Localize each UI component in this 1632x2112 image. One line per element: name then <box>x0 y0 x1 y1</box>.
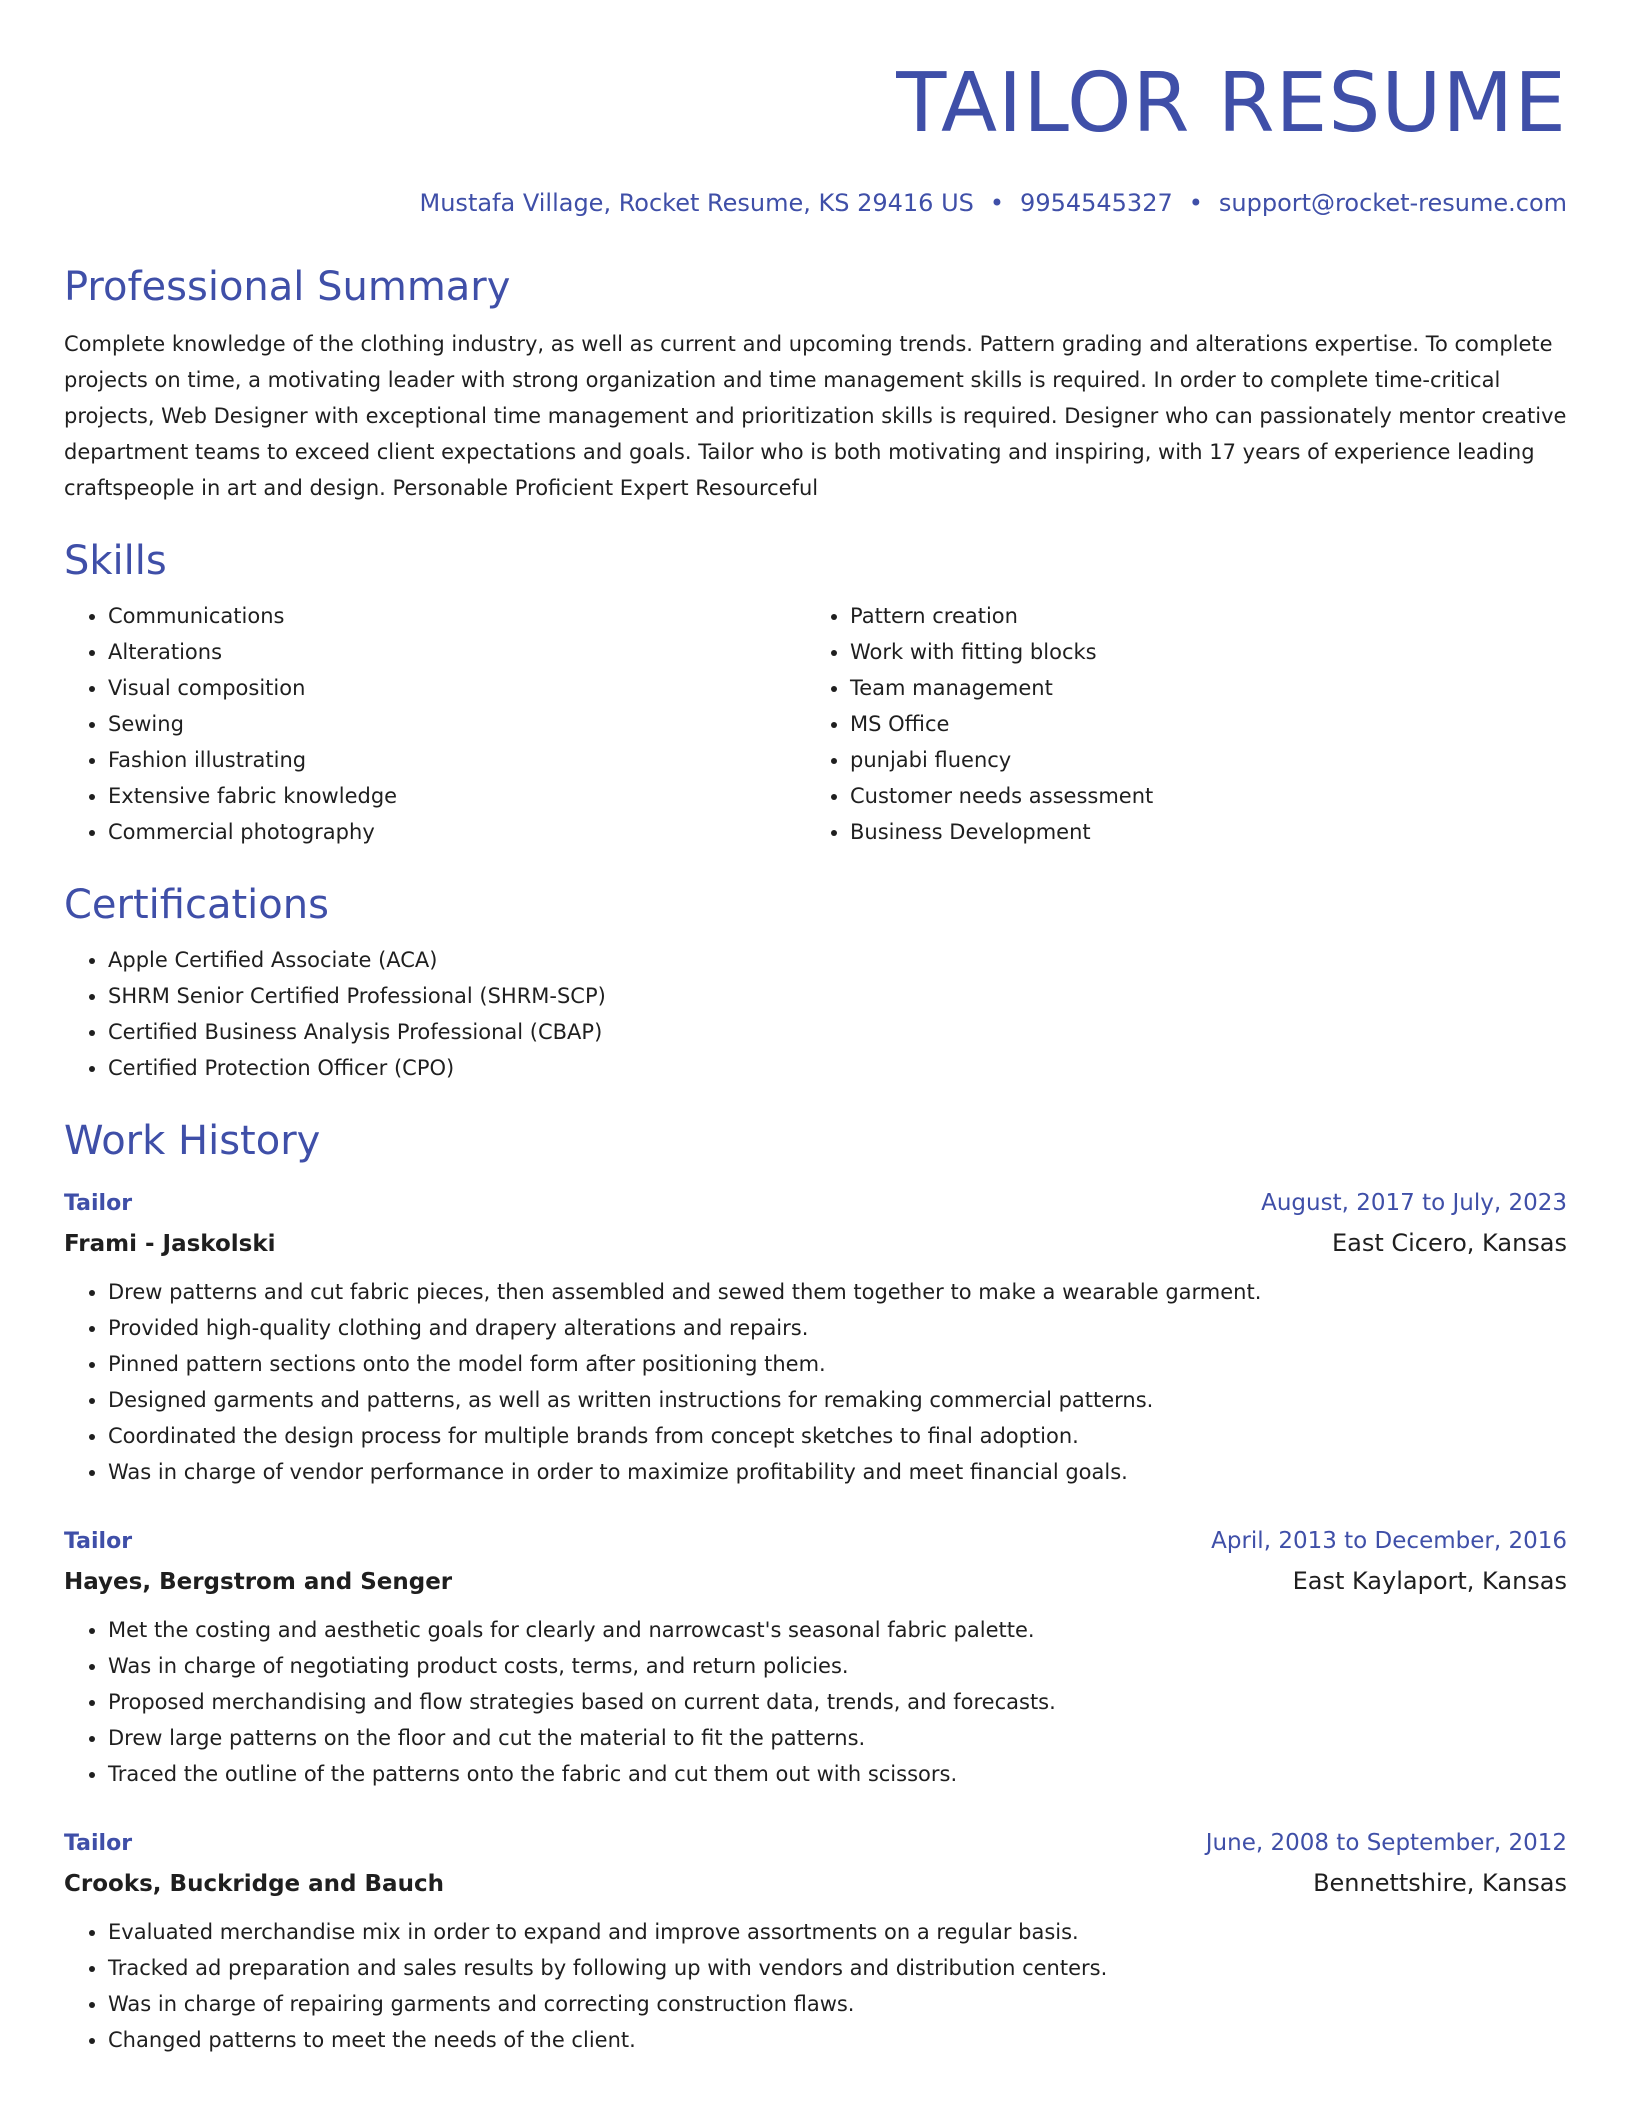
list-item: • SHRM Senior Certified Professional (SHRM-SCP) <box>108 978 1567 1014</box>
skills-column-right <box>806 598 1548 850</box>
resume-page <box>64 0 1567 2058</box>
list-item: • Apple Certified Associate (ACA) <box>108 942 1567 978</box>
contact-separator: • <box>1188 189 1203 217</box>
list-item: • Communications <box>108 598 806 634</box>
list-item: • Tracked ad preparation and sales results by following up with vendors and distribution centers. <box>108 1950 1567 1986</box>
job-company-row <box>64 1223 1567 1264</box>
skills-column-left <box>64 598 806 850</box>
job-company: Hayes, Bergstrom and Senger <box>64 1569 453 1595</box>
job-dates: August, 2017 to July, 2023 <box>1261 1190 1567 1216</box>
list-item: • Customer needs assessment <box>850 778 1548 814</box>
list-item: • Coordinated the design process for multiple brands from concept sketches to final adoption. <box>108 1418 1567 1454</box>
list-item: • Evaluated merchandise mix in order to expand and improve assortments on a regular basis. <box>108 1914 1567 1950</box>
list-item: • MS Office <box>850 706 1548 742</box>
list-item: • Drew patterns and cut fabric pieces, then assembled and sewed them together to make a wearable garment. <box>108 1274 1567 1310</box>
list-item: • Extensive fabric knowledge <box>108 778 806 814</box>
section-title-certifications: Certifications <box>64 882 329 928</box>
job-dates: April, 2013 to December, 2016 <box>1211 1528 1567 1554</box>
contact-email: support@rocket-resume.com <box>1218 189 1567 217</box>
list-item: • Alterations <box>108 634 806 670</box>
list-item: • Provided high-quality clothing and drapery alterations and repairs. <box>108 1310 1567 1346</box>
list-item: • Proposed merchandising and flow strategies based on current data, trends, and forecasts. <box>108 1684 1567 1720</box>
job-title: Tailor <box>64 1191 133 1216</box>
job-company: Crooks, Buckridge and Bauch <box>64 1871 444 1897</box>
job-bullets <box>64 1914 1567 2058</box>
job-entry <box>64 1184 1567 1490</box>
list-item: • Designed garments and patterns, as well as written instructions for remaking commercial patterns. <box>108 1382 1567 1418</box>
job-header-row <box>64 1522 1567 1561</box>
contact-separator: • <box>989 189 1005 217</box>
job-header-row <box>64 1824 1567 1863</box>
job-bullets <box>64 1274 1567 1490</box>
list-item: • Work with fitting blocks <box>850 634 1548 670</box>
job-title: Tailor <box>64 1529 133 1554</box>
list-item: • Sewing <box>108 706 806 742</box>
list-item: • Was in charge of vendor performance in order to maximize profitability and meet financial goals. <box>108 1454 1567 1490</box>
job-location: East Kaylaport, Kansas <box>1292 1567 1567 1595</box>
summary-text: Complete knowledge of the clothing industry, as well as current and upcoming trends. Pattern grading and alterations expertise. To complete projects on time, a motivating leader with strong organization and time management skills is required. In order to complete time-critical projects, Web Designer with exceptional time management and prioritization skills is required. Designer who can passionately mentor creative department teams to exceed client expectations and goals. Tailor who is both motivating and inspiring, with 17 years of experience leading craftspeople in art and design. Personable Proficient Expert Resourceful <box>64 332 1567 500</box>
list-item: • Commercial photography <box>108 814 806 850</box>
section-title-work-history: Work History <box>64 1118 321 1164</box>
skills-list <box>64 598 1567 850</box>
list-item: • Team management <box>850 670 1548 706</box>
list-item: • Business Development <box>850 814 1548 850</box>
list-item: • Pinned pattern sections onto the model form after positioning them. <box>108 1346 1567 1382</box>
list-item: • Visual composition <box>108 670 806 706</box>
contact-line <box>64 188 1567 218</box>
resume-name: TAILOR RESUME <box>896 56 1567 151</box>
job-location: Bennettshire, Kansas <box>1313 1869 1567 1897</box>
certifications-list <box>64 942 1567 1086</box>
job-company-row <box>64 1863 1567 1904</box>
job-entry <box>64 1824 1567 2058</box>
job-dates: June, 2008 to September, 2012 <box>1205 1830 1567 1856</box>
job-title: Tailor <box>64 1831 133 1856</box>
section-title-skills: Skills <box>64 538 167 584</box>
job-header-row <box>64 1184 1567 1223</box>
job-company: Frami - Jaskolski <box>64 1231 276 1257</box>
list-item: • Drew large patterns on the floor and cut the material to fit the patterns. <box>108 1720 1567 1756</box>
list-item: • Traced the outline of the patterns onto the fabric and cut them out with scissors. <box>108 1756 1567 1792</box>
list-item: • Fashion illustrating <box>108 742 806 778</box>
job-location: East Cicero, Kansas <box>1331 1229 1567 1257</box>
list-item: • Pattern creation <box>850 598 1548 634</box>
list-item: • Met the costing and aesthetic goals for clearly and narrowcast's seasonal fabric palette. <box>108 1612 1567 1648</box>
list-item: • Certified Business Analysis Professional (CBAP) <box>108 1014 1567 1050</box>
contact-address: Mustafa Village, Rocket Resume, KS 29416 US <box>419 189 974 217</box>
list-item: • Was in charge of negotiating product costs, terms, and return policies. <box>108 1648 1567 1684</box>
list-item: • punjabi fluency <box>850 742 1548 778</box>
list-item: • Was in charge of repairing garments and correcting construction flaws. <box>108 1986 1567 2022</box>
list-item: • Certified Protection Officer (CPO) <box>108 1050 1567 1086</box>
job-bullets <box>64 1612 1567 1792</box>
list-item: • Changed patterns to meet the needs of the client. <box>108 2022 1567 2058</box>
contact-phone: 9954545327 <box>1020 189 1173 217</box>
job-entry <box>64 1522 1567 1792</box>
section-title-summary: Professional Summary <box>64 264 511 310</box>
job-company-row <box>64 1561 1567 1602</box>
